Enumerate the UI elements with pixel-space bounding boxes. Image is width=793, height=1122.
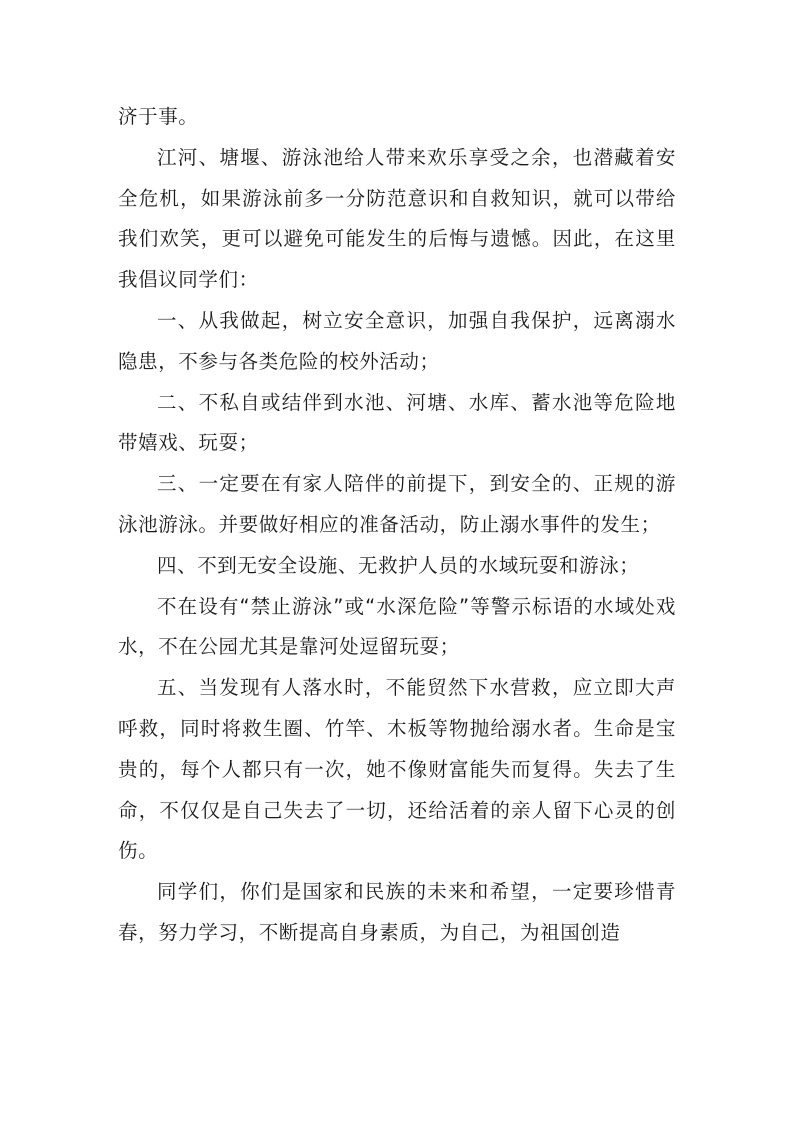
paragraph-item-3: 三、一定要在有家人陪伴的前提下，到安全的、正规的游泳池游泳。并要做好相应的准备活动，防止溺水事件的发生； [118, 472, 676, 536]
paragraph-continuation: 济于事。 [118, 105, 199, 128]
paragraph-intro: 江河、塘堰、游泳池给人带来欢乐享受之余，也潜藏着安全危机，如果游泳前多一分防范意识和自救知识，就可以带给我们欢笑，更可以避免可能发生的后悔与遗憾。因此，在这里我倡议同学们： [118, 145, 676, 292]
paragraph-item-5: 五、当发现有人落水时，不能贸然下水营救，应立即大声呼救，同时将救生圈、竹竿、木板等物抛给溺水者。生命是宝贵的，每个人都只有一次，她不像财富能失而复得。失去了生命，不仅仅是自己失去了一切，还给活着的亲人留下心灵的创伤。 [118, 676, 676, 863]
paragraph-item-2: 二、不私自或结伴到水池、河塘、水库、蓄水池等危险地带嬉戏、玩耍； [118, 390, 676, 455]
paragraph-item-1: 一、从我做起，树立安全意识，加强自我保护，远离溺水隐患，不参与各类危险的校外活动； [118, 308, 676, 373]
paragraph-item-4: 四、不到无安全设施、无救护人员的水域玩耍和游泳； [157, 553, 640, 577]
paragraph-closing: 同学们，你们是国家和民族的未来和希望，一定要珍惜青春，努力学习，不断提高自身素质，为自己，为祖国创造 [118, 880, 676, 944]
paragraph-item-4-continued: 不在设有“禁止游泳”或“水深危险”等警示标语的水域处戏水，不在公园尤其是靠河处逗留玩耍； [118, 594, 676, 659]
document-body [118, 97, 676, 954]
